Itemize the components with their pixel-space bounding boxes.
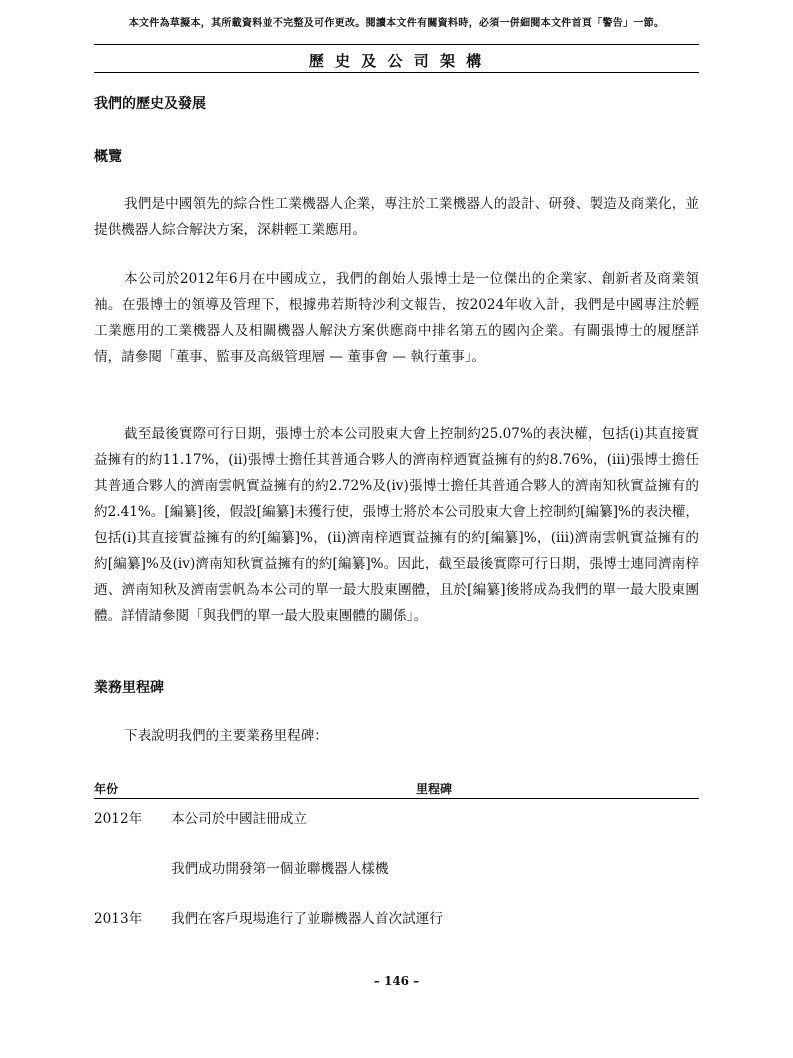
overview-paragraph-3: 截至最後實際可行日期，張博士於本公司股東大會上控制約25.07%的表決權，包括(i)其直接實益擁有的約11.17%，(ii)張博士擔任其普通合夥人的濟南梓迺實益擁有的約8.76%，(iii)張博士擔任其普通合夥人的濟南雲帆實益擁有的約2.72%及(iv)張博士擔任其普通合夥人的濟南知秋實益擁有的約2.41%。[編纂]後，假設[編纂]未獲行使，張博士將於本公司股東大會上控制約[編纂]%的表決權，包括(i)其直接實益擁有的約[編纂]%，(ii)濟南梓迺實益擁有的約[編纂]%，(iii)濟南雲帆實益擁有的約[編纂]%及(iv)濟南知秋實益擁有的約[編纂]%。因此，截至最後實際可行日期，張博士連同濟南梓迺、濟南知秋及濟南雲帆為本公司的單一最大股東團體，且於[編纂]後將成為我們的單一最大股東團體。詳情請參閱「與我們的單一最大股東團體的關係」。 [94,426,699,624]
section-heading: 我們的歷史及發展 [94,96,206,112]
document-page [94,0,699,1058]
overview-paragraph-1: 我們是中國領先的綜合性工業機器人企業，專注於工業機器人的設計、研發、製造及商業化，並提供機器人綜合解決方案，深耕輕工業應用。 [94,196,699,238]
table-row-milestone: 本公司於中國註冊成立 [171,811,307,827]
table-row-milestone: 我們在客戶現場進行了並聯機器人首次試運行 [171,911,443,927]
chapter-title: 歷 史 及 公 司 架 構 [308,52,485,70]
draft-warning: 本文件為草擬本，其所載資料並不完整及可作更改。閱讀本文件有關資料時，必須一併細閱本文件首頁「警告」一節。 [128,18,665,29]
milestones-intro: 下表說明我們的主要業務里程碑： [124,728,328,744]
table-row-year: 2012年 [94,811,143,827]
header-divider [94,44,699,45]
chapter-divider [94,72,699,73]
table-header-divider [94,798,699,799]
overview-heading: 概覽 [94,149,122,165]
column-header-year: 年份 [94,782,119,796]
table-row-milestone: 我們成功開發第一個並聯機器人樣機 [171,861,389,877]
overview-paragraph-2: 本公司於2012年6月在中國成立，我們的創始人張博士是一位傑出的企業家、創新者及商業領袖。在張博士的領導及管理下，根據弗若斯特沙利文報告，按2024年收入計，我們是中國專注於輕工業應用的工業機器人及相關機器人解決方案供應商中排名第五的國內企業。有關張博士的履歷詳情，請參閱「董事、監事及高級管理層 — 董事會 — 執行董事」。 [94,271,699,365]
column-header-milestone: 里程碑 [415,782,452,796]
table-row-year: 2013年 [94,911,143,927]
page-number: – 146 – [373,974,420,988]
milestones-heading: 業務里程碑 [94,680,164,696]
